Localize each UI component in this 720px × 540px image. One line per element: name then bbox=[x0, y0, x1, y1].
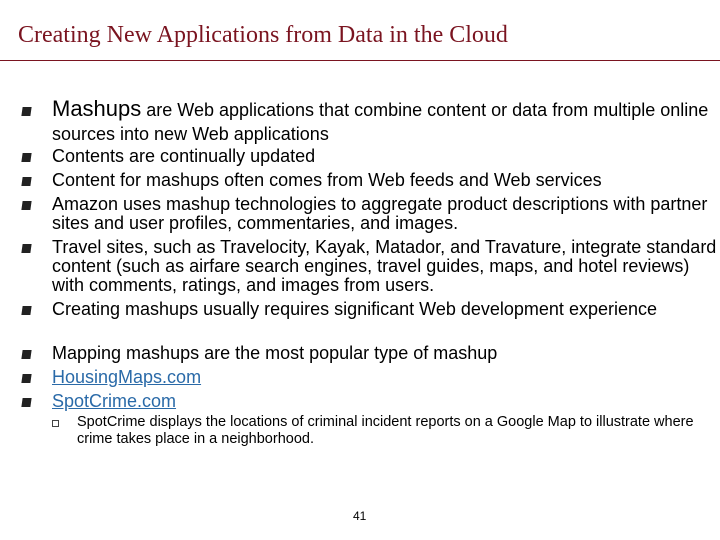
bullet-icon bbox=[21, 244, 31, 253]
bullet-icon bbox=[21, 398, 31, 407]
bullet-icon bbox=[21, 201, 31, 210]
bullet-icon bbox=[21, 374, 31, 383]
mashups-definition: are Web applications that combine content or data from multiple online sources into new Web applications bbox=[52, 100, 709, 144]
bullet-icon bbox=[21, 177, 31, 186]
bullet-housingmaps bbox=[52, 368, 717, 387]
housingmaps-link[interactable]: HousingMaps.com bbox=[52, 367, 202, 387]
mashups-term: Mashups bbox=[52, 96, 142, 121]
bullet-icon bbox=[21, 153, 31, 162]
page-number: 41 bbox=[353, 509, 367, 523]
bullet-spotcrime bbox=[52, 392, 717, 411]
bullet-updated: Contents are continually updated bbox=[52, 146, 316, 166]
bullet-icon bbox=[21, 306, 31, 315]
sub-bullet-icon bbox=[52, 420, 59, 427]
slide-title: Creating New Applications from Data in the Cloud bbox=[18, 22, 508, 48]
title-divider bbox=[0, 60, 720, 61]
bullet-icon bbox=[21, 350, 31, 359]
bullet-travel-sites: Travel sites, such as Travelocity, Kayak, Matador, and Travature, integrate standard content (such as airfare search engines, travel guides, maps, and hotel reviews) with comments, ratings, and images from users. bbox=[52, 237, 717, 295]
spotcrime-link[interactable]: SpotCrime.com bbox=[52, 391, 177, 411]
sub-bullet-spotcrime: SpotCrime displays the locations of criminal incident reports on a Google Map to illustrate where crime takes place in a neighborhood. bbox=[77, 414, 694, 447]
bullet-web-feeds: Content for mashups often comes from Web feeds and Web services bbox=[52, 170, 602, 190]
bullet-experience: Creating mashups usually requires significant Web development experience bbox=[52, 299, 657, 319]
bullet-icon bbox=[21, 107, 31, 116]
bullet-mashups bbox=[52, 97, 717, 146]
bullet-amazon: Amazon uses mashup technologies to aggregate product descriptions with partner sites and user profiles, commentaries, and images. bbox=[52, 194, 708, 233]
bullet-mapping: Mapping mashups are the most popular type of mashup bbox=[52, 343, 498, 363]
